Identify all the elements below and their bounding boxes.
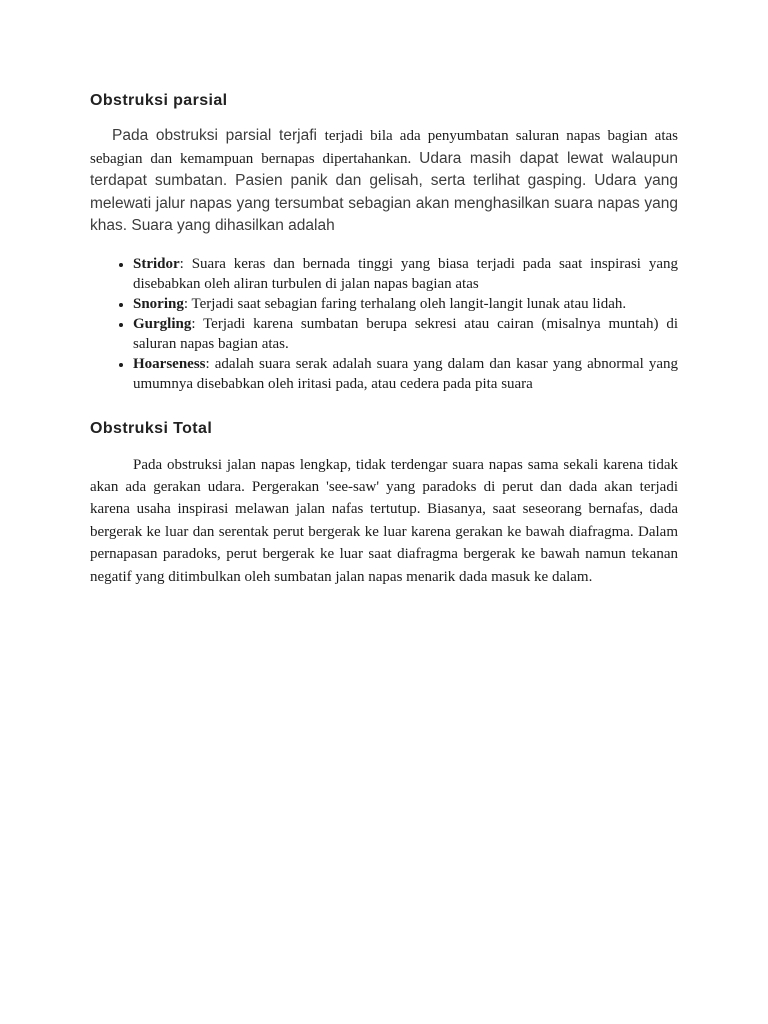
description-hoarseness: : adalah suara serak adalah suara yang dalam dan kasar yang abnormal yang umumnya disebabkan oleh iritasi pada, atau cedera pada pita suara xyxy=(133,355,678,392)
paragraph-segment-sans-1: Pada obstruksi parsial terjafi xyxy=(112,127,325,144)
description-snoring: : Terjadi saat sebagian faring terhalang oleh langit-langit lunak atau lidah. xyxy=(183,295,627,312)
description-stridor: : Suara keras dan bernada tinggi yang biasa terjadi pada saat inspirasi yang disebabkan oleh aliran turbulen di jalan napas bagian atas xyxy=(133,255,678,292)
term-stridor: Stridor xyxy=(133,255,180,272)
list-item-snoring xyxy=(133,294,678,314)
breath-sounds-list xyxy=(90,254,678,394)
paragraph-obstruksi-total: Pada obstruksi jalan napas lengkap, tidak terdengar suara napas sama sekali karena tidak akan ada gerakan udara. Pergerakan 'see-saw' yang paradoks di perut dan dada akan terjadi karena usaha inspirasi melawan jalan nafas tertutup. Biasanya, saat seseorang bernafas, dada bergerak ke luar dan serentak perut bergerak ke luar karena gerakan ke bawah diafragma. Dalam pernapasan paradoks, perut bergerak ke luar saat diafragma bergerak ke bawah namun tekanan negatif yang ditimbulkan oleh sumbatan jalan napas menarik dada masuk ke dalam. xyxy=(90,456,678,585)
paragraph-segment-serif: terjadi bila ada penyumbatan saluran napas bagian atas sebagian dan kemampuan bernapas dipertahankan. xyxy=(90,128,679,167)
term-hoarseness: Hoarseness xyxy=(133,355,206,372)
paragraph-obstruksi-parsial xyxy=(90,125,678,238)
paragraph-segment-sans-2: Udara masih dapat lewat walaupun terdapat sumbatan. Pasien panik dan gelisah, serta terlihat gasping. Udara yang melewati jalur napas yang tersumbat sebagian akan menghasilkan suara napas yang khas. Suara yang dihasilkan adalah xyxy=(90,149,678,234)
list-item-gurgling xyxy=(133,314,678,354)
heading-obstruksi-parsial: Obstruksi parsial xyxy=(90,92,228,109)
heading-obstruksi-total: Obstruksi Total xyxy=(90,419,213,437)
term-gurgling: Gurgling xyxy=(133,315,192,332)
list-item-hoarseness xyxy=(133,354,678,394)
term-snoring: Snoring xyxy=(133,295,184,312)
description-gurgling: : Terjadi karena sumbatan berupa sekresi atau cairan (misalnya muntah) di saluran napas bagian atas. xyxy=(133,315,678,352)
list-item-stridor xyxy=(133,254,678,294)
